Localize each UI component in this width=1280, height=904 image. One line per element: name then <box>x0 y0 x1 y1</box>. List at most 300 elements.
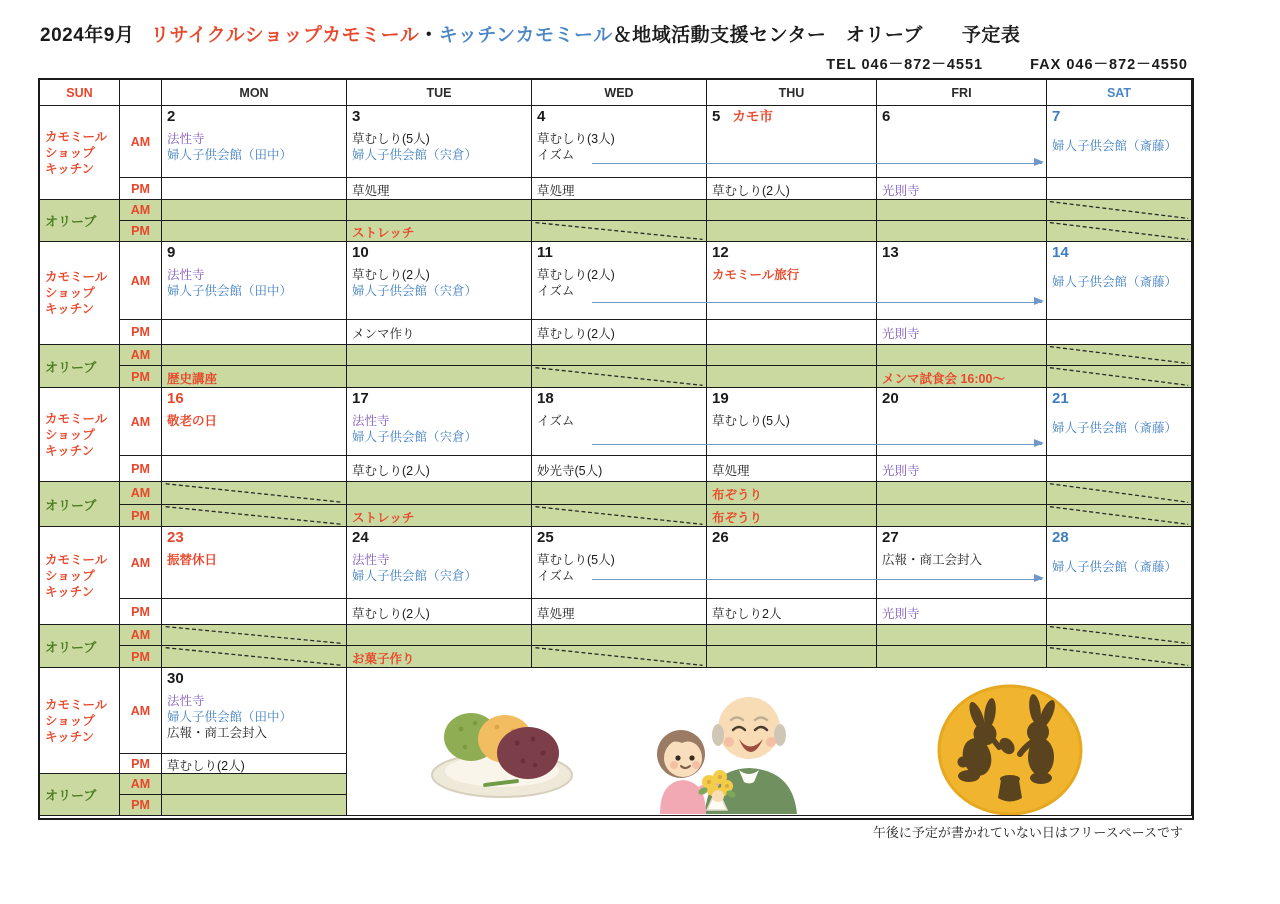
cell-mon-olive-am <box>162 774 347 795</box>
am-label-text: AM <box>130 414 151 429</box>
am-entries <box>347 267 531 299</box>
header-spacer-cell <box>120 80 162 106</box>
am-entries <box>707 267 876 283</box>
event-text: 婦人子供会館（斎藤） <box>1052 275 1178 289</box>
cell-fri-olive-am <box>877 482 1047 505</box>
am-row-label <box>120 200 162 221</box>
cell-fri27-am <box>877 527 1047 599</box>
cell-wed-pm <box>532 456 707 482</box>
event-text: 婦人子供会館（田中） <box>167 710 293 724</box>
event-text: 草むしり(5人) <box>537 553 615 567</box>
pm-row-label <box>120 599 162 625</box>
date-number <box>707 106 876 126</box>
pm-row-label <box>120 366 162 388</box>
pm-label-text: PM <box>131 224 150 238</box>
date-number-text: 30 <box>167 670 184 687</box>
cell-fri13-am <box>877 242 1047 320</box>
cell-sat-olive-pm <box>1047 505 1192 527</box>
event-text: 草むしり(5人) <box>712 414 790 428</box>
date-number <box>707 388 876 408</box>
date-number-text: 25 <box>537 529 554 546</box>
closed-diagonal-mark <box>1047 482 1191 504</box>
cell-tue10-am <box>347 242 532 320</box>
header-day-label: WED <box>604 85 634 100</box>
date-number-text: 3 <box>352 108 361 125</box>
header-day-thu <box>707 80 877 106</box>
cell-wed-olive-pm <box>532 646 707 668</box>
date-number <box>162 388 346 408</box>
cell-fri-olive-pm <box>877 366 1047 388</box>
event-text: 草むしり(2人) <box>352 606 430 621</box>
event-text: 光則寺 <box>882 606 920 621</box>
date-number-text: 28 <box>1052 529 1069 546</box>
event-text: 婦人子供会館（斎藤） <box>1052 139 1178 153</box>
cell-mon-olive-am <box>162 625 347 646</box>
cell-thu-olive-pm <box>707 366 877 388</box>
title-month: 2024年9月 <box>40 25 135 46</box>
chamomile-label-line: キッチン <box>45 729 95 744</box>
event-text: お菓子作り <box>352 651 415 666</box>
date-number-text: 7 <box>1052 108 1061 125</box>
cell-fri-pm <box>877 320 1047 345</box>
cell-mon-olive-am <box>162 345 347 366</box>
cell-thu-olive-am <box>707 345 877 366</box>
header-day-sun <box>40 80 120 106</box>
am-entries <box>1047 420 1191 436</box>
cell-thu-pm <box>707 320 877 345</box>
am-entries <box>162 267 346 299</box>
event-text: 法性寺 <box>167 694 205 708</box>
cell-thu5-am <box>707 106 877 178</box>
am-row-label <box>120 482 162 505</box>
am-label-text: AM <box>130 628 151 642</box>
moon-rabbits-illustration <box>935 684 1085 816</box>
cell-tue-olive-pm <box>347 505 532 527</box>
schedule-table <box>38 78 1194 820</box>
cell-wed-olive-pm <box>532 366 707 388</box>
am-row-label <box>120 774 162 795</box>
olive-label-text: オリーブ <box>45 214 97 229</box>
date-number <box>1047 388 1191 408</box>
cell-mon-olive-pm <box>162 646 347 668</box>
event-text: 草むしり(2人) <box>712 183 790 198</box>
cell-sat-olive-am <box>1047 345 1192 366</box>
event-text: 婦人子供会館（斎藤） <box>1052 560 1178 574</box>
cell-tue-olive-am <box>347 200 532 221</box>
pm-row-label <box>120 795 162 816</box>
date-number-text: 12 <box>712 244 729 261</box>
am-entries <box>532 131 706 163</box>
date-number-text: 6 <box>882 108 891 125</box>
cell-tue3-am <box>347 106 532 178</box>
pm-label-text: PM <box>131 325 150 339</box>
event-text: ストレッチ <box>352 226 415 240</box>
pm-label-text: PM <box>131 369 150 384</box>
event-text: イズム <box>537 284 575 298</box>
cell-sat28-am <box>1047 527 1192 599</box>
cell-tue-pm <box>347 456 532 482</box>
cell-wed-olive-am <box>532 625 707 646</box>
cell-sat14-am <box>1047 242 1192 320</box>
event-text: 妙光寺(5人) <box>537 463 603 478</box>
illustration-cell <box>347 668 1192 816</box>
chamomile-label-line: ショップ <box>45 713 95 728</box>
pm-row-label <box>120 646 162 668</box>
cell-sat-pm <box>1047 178 1192 200</box>
pm-label-text: PM <box>131 798 150 812</box>
date-number-text: 23 <box>167 529 184 546</box>
cell-sat-pm <box>1047 456 1192 482</box>
am-row-label <box>120 106 162 178</box>
event-text: 草むしり(2人) <box>167 758 245 773</box>
pm-label-text: PM <box>131 649 150 664</box>
tel-number: TEL 046－872－4551 <box>826 57 984 73</box>
am-label-text: AM <box>130 273 151 288</box>
am-row-label <box>120 242 162 320</box>
chamomile-label-line: キッチン <box>45 161 95 176</box>
event-text: 歴史講座 <box>167 371 218 386</box>
contact-info <box>826 53 1188 74</box>
event-text: 婦人子供会館（田中） <box>167 284 293 298</box>
chamomile-label-line: キッチン <box>45 302 95 316</box>
header-day-label: MON <box>239 85 269 100</box>
am-row-label <box>120 388 162 456</box>
event-text: 布ぞうり <box>712 510 763 525</box>
am-entries <box>1047 274 1191 290</box>
date-number <box>347 388 531 408</box>
title-rest: ＆地域活動支援センター オリーブ 予定表 <box>612 25 1021 46</box>
olive-label-text: オリーブ <box>45 497 97 513</box>
event-text: 草むしり(2人) <box>537 268 615 282</box>
date-number-text: 27 <box>882 529 899 546</box>
chamomile-group-label <box>40 106 120 200</box>
closed-diagonal-mark <box>532 366 706 387</box>
date-number <box>1047 527 1191 547</box>
closed-diagonal-mark <box>1047 366 1191 387</box>
event-text: 敬老の日 <box>167 414 218 428</box>
header-day-label: THU <box>778 85 805 100</box>
cell-thu-olive-pm <box>707 505 877 527</box>
event-text: 婦人子供会館（宍倉） <box>352 569 478 583</box>
event-text: 広報・商工会封入 <box>167 726 268 740</box>
title-shop2: キッチンカモミール <box>438 25 613 46</box>
date-number <box>347 106 531 126</box>
date-number <box>1047 106 1191 126</box>
cell-tue-olive-am <box>347 345 532 366</box>
cell-mon2-am <box>162 106 347 178</box>
cell-fri-olive-am <box>877 200 1047 221</box>
event-text: 光則寺 <box>882 327 920 341</box>
cell-thu-olive-am <box>707 625 877 646</box>
am-row-label <box>120 668 162 754</box>
am-label-text: AM <box>130 703 151 718</box>
chamomile-label-line: ショップ <box>45 568 95 583</box>
cell-sat-olive-pm <box>1047 366 1192 388</box>
ohagi-plate-illustration <box>427 693 577 801</box>
am-entries <box>162 693 346 741</box>
am-label-text: AM <box>130 134 151 149</box>
header-day-label: SUN <box>66 85 93 100</box>
closed-diagonal-mark <box>162 505 346 526</box>
date-number <box>347 242 531 262</box>
pm-row-label <box>120 754 162 774</box>
date-number-text: 9 <box>167 244 176 261</box>
cell-mon-olive-am <box>162 482 347 505</box>
closed-diagonal-mark <box>162 646 346 667</box>
am-entries <box>877 552 1046 568</box>
cell-thu26-am <box>707 527 877 599</box>
fax-number: FAX 046－872－4550 <box>1030 57 1188 73</box>
cell-wed-olive-am <box>532 200 707 221</box>
cell-thu-pm <box>707 456 877 482</box>
chamomile-label-line: ショップ <box>45 145 95 160</box>
am-entries <box>347 131 531 163</box>
date-number-text: 11 <box>537 244 553 261</box>
cell-wed-olive-am <box>532 482 707 505</box>
date-number-text: 2 <box>167 108 176 125</box>
cell-fri-olive-pm <box>877 505 1047 527</box>
event-text: カモ市 <box>732 109 773 124</box>
cell-thu-olive-pm <box>707 646 877 668</box>
am-entries <box>1047 138 1191 154</box>
olive-group-label <box>40 625 120 668</box>
date-number <box>162 106 346 126</box>
cell-sat-olive-am <box>1047 200 1192 221</box>
date-number <box>347 527 531 547</box>
date-number-text: 21 <box>1052 390 1069 407</box>
am-entries <box>162 131 346 163</box>
date-number-text: 18 <box>537 390 554 407</box>
date-number <box>162 527 346 547</box>
closed-diagonal-mark <box>532 646 706 667</box>
chamomile-label-line: カモミール <box>45 552 108 567</box>
header-day-tue <box>347 80 532 106</box>
date-number-text: 16 <box>167 390 184 407</box>
pm-label-text: PM <box>131 181 150 196</box>
olive-group-label <box>40 774 120 816</box>
event-text: 草処理 <box>537 606 575 621</box>
pm-label-text: PM <box>131 461 150 476</box>
am-entries <box>1047 559 1191 575</box>
cell-wed-pm <box>532 320 707 345</box>
closed-diagonal-mark <box>1047 646 1191 667</box>
am-entries <box>347 413 531 445</box>
cell-wed-pm <box>532 599 707 625</box>
cell-mon-olive-pm <box>162 366 347 388</box>
date-number <box>532 242 706 262</box>
cell-fri20-am <box>877 388 1047 456</box>
closed-diagonal-mark <box>532 505 706 526</box>
cell-tue-olive-am <box>347 625 532 646</box>
cell-mon-pm <box>162 599 347 625</box>
olive-label-text: オリーブ <box>45 788 97 803</box>
cell-tue-olive-pm <box>347 646 532 668</box>
event-text: 法性寺 <box>352 414 390 428</box>
cell-thu-pm <box>707 178 877 200</box>
chamomile-group-label <box>40 527 120 625</box>
cell-wed4-am <box>532 106 707 178</box>
event-text: 婦人子供会館（宍倉） <box>352 430 478 444</box>
cell-sat-olive-pm <box>1047 221 1192 242</box>
cell-mon-pm <box>162 456 347 482</box>
event-text: 法性寺 <box>352 553 390 567</box>
cell-thu-olive-am <box>707 200 877 221</box>
date-number <box>162 668 346 688</box>
cell-tue24-am <box>347 527 532 599</box>
cell-thu12-am <box>707 242 877 320</box>
event-text: 草処理 <box>352 183 390 198</box>
date-number-text: 14 <box>1052 244 1069 261</box>
event-text: 婦人子供会館（斎藤） <box>1052 421 1178 435</box>
cell-sat-olive-pm <box>1047 646 1192 668</box>
chamomile-label-line: キッチン <box>45 443 95 458</box>
event-text: メンマ作り <box>352 327 415 341</box>
chamomile-group-label <box>40 242 120 345</box>
date-number <box>162 242 346 262</box>
date-number-text: 26 <box>712 529 729 546</box>
olive-group-label <box>40 345 120 388</box>
header-day-mon <box>162 80 347 106</box>
chamomile-label-line: キッチン <box>45 584 95 599</box>
chamomile-group-label <box>40 668 120 774</box>
closed-diagonal-mark <box>162 482 346 504</box>
closed-diagonal-mark <box>162 625 346 645</box>
footer-note: 午後に予定が書かれていない日はフリースペースです <box>872 825 1183 840</box>
date-number <box>877 527 1046 547</box>
schedule-span-arrow <box>592 163 1042 164</box>
event-text: 草むしり2人 <box>712 606 782 621</box>
header-day-label: TUE <box>426 85 452 100</box>
closed-diagonal-mark <box>1047 221 1191 241</box>
cell-sat21-am <box>1047 388 1192 456</box>
cell-fri-olive-am <box>877 625 1047 646</box>
olive-label-text: オリーブ <box>45 359 97 375</box>
closed-diagonal-mark <box>1047 625 1191 645</box>
cell-thu-pm <box>707 599 877 625</box>
pm-row-label <box>120 221 162 242</box>
am-label-text: AM <box>130 203 151 217</box>
date-number <box>532 106 706 126</box>
event-text: イズム <box>537 414 575 428</box>
date-number <box>532 388 706 408</box>
header-day-label: SAT <box>1106 85 1132 100</box>
cell-wed-olive-pm <box>532 505 707 527</box>
am-entries <box>532 413 706 429</box>
cell-fri-pm <box>877 599 1047 625</box>
cell-tue-olive-am <box>347 482 532 505</box>
title-dot: ・ <box>419 25 439 46</box>
event-text: メンマ試食会 16:00～ <box>882 371 1005 386</box>
cell-mon23-am <box>162 527 347 599</box>
cell-fri-olive-pm <box>877 221 1047 242</box>
pm-row-label <box>120 178 162 200</box>
header-day-sat <box>1047 80 1192 106</box>
schedule-span-arrow <box>592 302 1042 303</box>
event-text: 光則寺 <box>882 183 920 198</box>
pm-row-label <box>120 320 162 345</box>
event-text: 草むしり(2人) <box>352 268 430 282</box>
cell-thu-olive-am <box>707 482 877 505</box>
chamomile-label-line: ショップ <box>45 286 95 300</box>
closed-diagonal-mark <box>1047 505 1191 526</box>
header-day-fri <box>877 80 1047 106</box>
cell-fri-pm <box>877 456 1047 482</box>
cell-tue-pm <box>347 320 532 345</box>
cell-wed-pm <box>532 178 707 200</box>
am-label-text: AM <box>130 777 151 791</box>
closed-diagonal-mark <box>1047 200 1191 220</box>
cell-sat-olive-am <box>1047 625 1192 646</box>
cell-tue-olive-pm <box>347 366 532 388</box>
cell-fri-olive-am <box>877 345 1047 366</box>
cell-mon-olive-am <box>162 200 347 221</box>
cell-mon-olive-pm <box>162 505 347 527</box>
closed-diagonal-mark <box>1047 345 1191 365</box>
cell-fri-olive-pm <box>877 646 1047 668</box>
olive-label-text: オリーブ <box>45 639 97 655</box>
event-text: 草処理 <box>712 463 750 478</box>
event-text: 婦人子供会館（宍倉） <box>352 284 478 298</box>
cell-thu19-am <box>707 388 877 456</box>
olive-group-label <box>40 482 120 527</box>
event-text: 法性寺 <box>167 268 205 282</box>
cell-mon-pm <box>162 320 347 345</box>
am-label-text: AM <box>130 348 151 362</box>
event-text: イズム <box>537 569 575 583</box>
event-text: 光則寺 <box>882 463 920 478</box>
event-text: イズム <box>537 148 575 162</box>
grandfather-granddaughter-illustration <box>647 686 812 814</box>
event-text: 振替休日 <box>167 553 218 567</box>
event-text: 婦人子供会館（田中） <box>167 148 293 162</box>
cell-mon9-am <box>162 242 347 320</box>
event-text: 草むしり(2人) <box>537 327 615 341</box>
cell-thu-olive-pm <box>707 221 877 242</box>
pm-label-text: PM <box>131 604 150 619</box>
cell-tue-pm <box>347 178 532 200</box>
cell-mon16-am <box>162 388 347 456</box>
cell-mon-pm <box>162 754 347 774</box>
cell-mon-pm <box>162 178 347 200</box>
chamomile-label-line: カモミール <box>45 697 108 712</box>
chamomile-label-line: カモミール <box>45 129 108 144</box>
date-number-text: 13 <box>882 244 899 261</box>
event-text: 草むしり(5人) <box>352 132 430 146</box>
pm-row-label <box>120 456 162 482</box>
pm-label-text: PM <box>131 508 150 523</box>
am-entries <box>162 413 346 429</box>
am-label-text: AM <box>130 555 151 570</box>
cell-sat-pm <box>1047 320 1192 345</box>
date-number-text: 5 <box>712 108 721 125</box>
chamomile-label-line: ショップ <box>45 427 95 442</box>
cell-fri6-am <box>877 106 1047 178</box>
schedule-span-arrow <box>592 579 1042 580</box>
cell-mon-olive-pm <box>162 221 347 242</box>
chamomile-group-label <box>40 388 120 482</box>
event-text: カモミール旅行 <box>712 268 800 282</box>
date-number <box>877 388 1046 408</box>
cell-sat-pm <box>1047 599 1192 625</box>
cell-fri-pm <box>877 178 1047 200</box>
chamomile-label-line: カモミール <box>45 270 108 284</box>
am-entries <box>707 413 876 429</box>
am-entries <box>347 552 531 584</box>
cell-tue-pm <box>347 599 532 625</box>
cell-tue-olive-pm <box>347 221 532 242</box>
event-text: ストレッチ <box>352 510 415 525</box>
date-number <box>877 106 1046 126</box>
